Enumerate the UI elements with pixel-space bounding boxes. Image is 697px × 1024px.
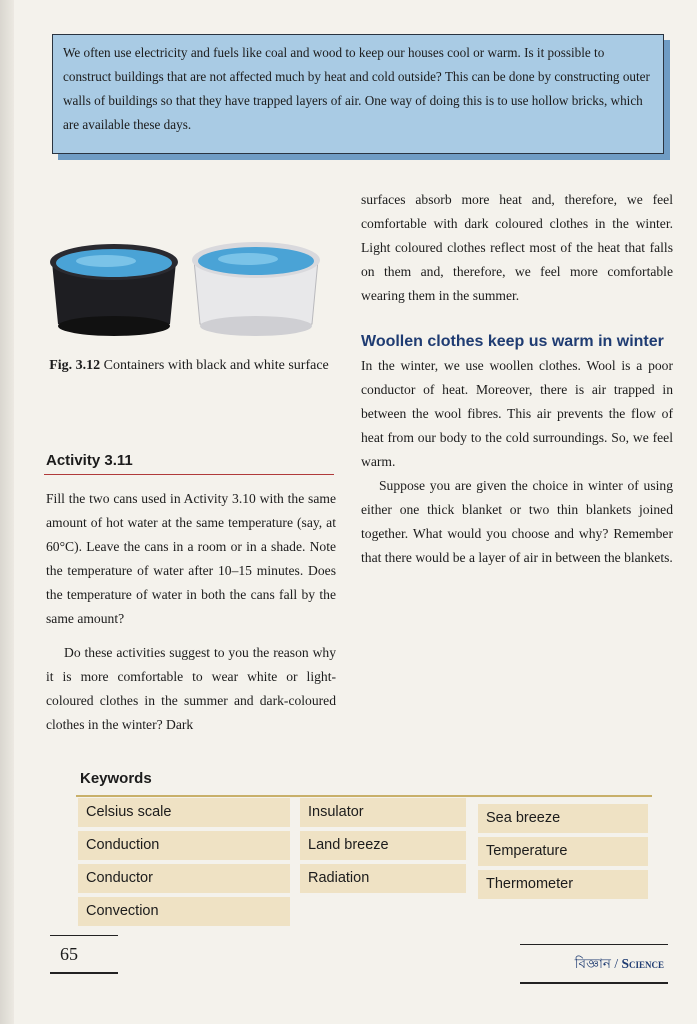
keywords-column-2 — [300, 798, 466, 897]
running-footer — [524, 953, 664, 976]
keywords-column-3 — [478, 804, 648, 903]
right-column — [361, 188, 673, 570]
figure-containers — [44, 236, 334, 346]
keyword-item: Radiation — [300, 864, 466, 893]
black-container-icon — [50, 244, 178, 336]
containers-illustration — [44, 236, 334, 346]
keyword-item: Celsius scale — [78, 798, 290, 827]
footer-separator: / — [610, 956, 622, 971]
keyword-item: Conductor — [78, 864, 290, 893]
white-container-icon — [192, 242, 320, 336]
footer-rule-top — [520, 944, 668, 945]
keywords-title: Keywords — [80, 770, 152, 787]
keyword-item: Thermometer — [478, 870, 648, 899]
keyword-item: Convection — [78, 897, 290, 926]
figure-caption-text: Containers with black and white surface — [103, 358, 329, 373]
keyword-item: Insulator — [300, 798, 466, 827]
left-column — [46, 487, 336, 737]
activity-divider — [44, 474, 334, 475]
footer-rule-bottom — [520, 982, 668, 984]
info-box-text: We often use electricity and fuels like coal and wood to keep our houses cool or warm. Is it possible to construct buildings that are not affected much by heat and cold outside? This can be done by constructing outer walls of buildings so that they have trapped layers of air. One way of doing this is to use hollow bricks, which are available these days. — [63, 45, 650, 132]
activities-question-paragraph: Do these activities suggest to you the reason why it is more comfortable to wear white or light-coloured clothes in the summer and dark-coloured clothes in the winter? Dark — [46, 645, 336, 732]
figure-caption — [44, 356, 334, 375]
dark-surfaces-paragraph: surfaces absorb more heat and, therefore, we feel comfortable with dark coloured clothes in the winter. Light coloured clothes reflect most of the heat that falls on them and, therefore, we feel more comfortable wearing them in the summer. — [361, 192, 673, 303]
figure-caption-label: Fig. 3.12 — [49, 358, 101, 373]
section-heading: Woollen clothes keep us warm in winter — [361, 333, 664, 350]
keyword-item: Land breeze — [300, 831, 466, 860]
keyword-item: Conduction — [78, 831, 290, 860]
activity-paragraph: Fill the two cans used in Activity 3.10 with the same amount of hot water at the same temperature (say, at 60°C). Leave the cans in a room or in a shade. Note the temperature of water after 10–15 minutes. Does the temperature of water in both the cans fall by the same amount? — [46, 491, 336, 626]
info-box — [52, 34, 664, 154]
footer-bengali: বিজ্ঞান — [574, 956, 611, 971]
page-binding-edge — [0, 0, 14, 1024]
woollen-clothes-paragraph: In the winter, we use woollen clothes. Wool is a poor conductor of heat. Moreover, there is air trapped in between the wool fibres. This air prevents the flow of heat from our body to the cold surroundings. So, we feel warm. — [361, 358, 673, 469]
keyword-item: Sea breeze — [478, 804, 648, 833]
keyword-item: Temperature — [478, 837, 648, 866]
keywords-divider — [76, 795, 652, 797]
blanket-question-paragraph: Suppose you are given the choice in winter of using either one thick blanket or two thin blankets joined together. What would you choose and why? Remember that there would be a layer of air in between the blankets. — [361, 478, 673, 565]
page-number-rule-top — [50, 935, 118, 936]
page-number-rule-bottom — [50, 972, 118, 974]
activity-title: Activity 3.11 — [46, 452, 133, 469]
footer-subject: Science — [621, 956, 664, 971]
keywords-column-1 — [78, 798, 290, 930]
page-number: 65 — [60, 944, 78, 964]
